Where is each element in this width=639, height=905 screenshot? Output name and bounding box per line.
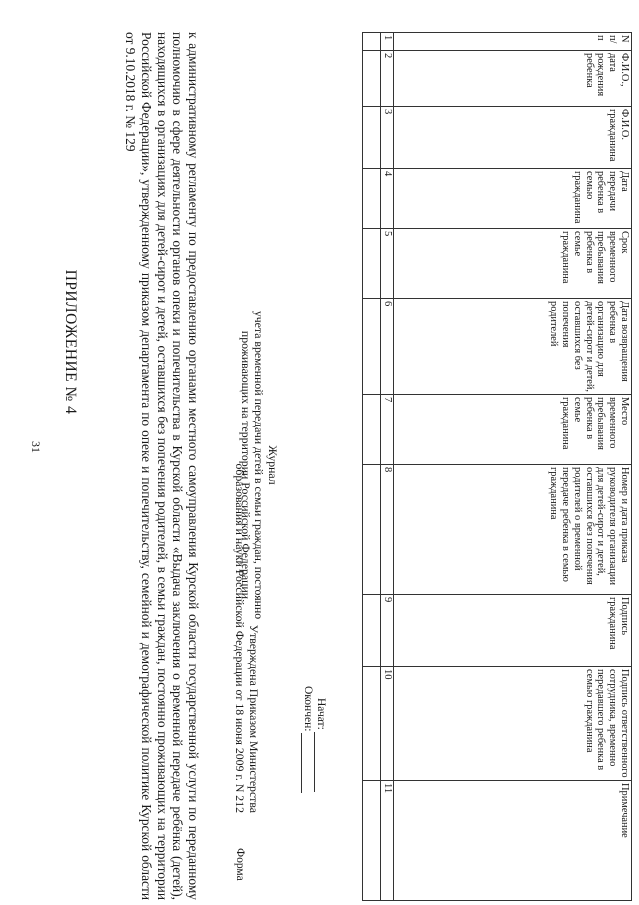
blank-cell — [363, 595, 381, 667]
table-blank-row — [363, 33, 381, 901]
blank-cell — [363, 229, 381, 299]
journal-table — [362, 32, 632, 901]
header-cell: Место временного пребывания ребенка в семье гражданина — [393, 395, 631, 465]
header-cell: Примечание — [393, 781, 631, 901]
blank-cell — [363, 107, 381, 169]
journal-subtitle-line-1: учета временной передачи детей в семьи граждан, постоянно — [252, 310, 267, 620]
number-cell: 9 — [381, 595, 394, 667]
journal-subtitle-line-2: проживающих на территории Российской Федерации — [239, 330, 253, 600]
start-row — [314, 686, 327, 826]
number-cell: 11 — [381, 781, 394, 901]
blank-cell — [363, 667, 381, 781]
approval-line-2: образования и науки Российской Федерации от 18 июня 2009 г. N 212 — [233, 463, 247, 813]
number-cell: 7 — [381, 395, 394, 465]
end-row — [301, 686, 314, 826]
table-header-row — [393, 33, 631, 901]
start-end-block — [301, 686, 327, 826]
start-line — [314, 732, 325, 792]
number-cell: 8 — [381, 465, 394, 595]
blank-cell — [363, 51, 381, 107]
number-cell: 6 — [381, 299, 394, 395]
journal-title: Журнал — [266, 445, 280, 485]
header-cell: Подпись ответственного сотрудника, временно передавшего ребенка в семью гражданина — [393, 667, 631, 781]
intro-text: к административному регламенту по предоставлению органами местного самоуправления Курской области государственной услуги по переданному полномочию в сфере деятельности органов опеки и попечительства в Курской области «Выдача заключения о временной передаче ребёнка (детей), находящихся в организациях для детей-сирот и детей, оставшихся без попечения родителей, в семьи граждан, постоянно проживающих на территории Российской Федерации», утвержденному приказом департамента по опеке и попечительству, семейной и демографической политике Курской области от 9.10.2018 г. № 129 — [123, 32, 201, 900]
start-label: Начат: — [315, 698, 327, 730]
header-cell: Срок временного пребывания ребенка в семье гражданина — [393, 229, 631, 299]
blank-cell — [363, 395, 381, 465]
number-cell: 3 — [381, 107, 394, 169]
blank-cell — [363, 465, 381, 595]
header-cell: Дата передачи ребенка в семью гражданина — [393, 169, 631, 229]
form-label: Форма — [234, 848, 246, 881]
blank-cell — [363, 33, 381, 51]
intro-paragraph — [122, 32, 201, 900]
header-cell: Дата возвращения ребенка в организацию для детей-сирот и детей, оставшихся без попечения родителей — [393, 299, 631, 395]
header-cell: N п/п — [393, 33, 631, 51]
number-cell: 10 — [381, 667, 394, 781]
header-cell: Номер и дата приказа руководителя организации для детей-сирот и детей, оставшихся без попечения родителей о временной передаче ребенка в семью гражданина — [393, 465, 631, 595]
number-cell: 5 — [381, 229, 394, 299]
header-cell: Ф.И.О. гражданина — [393, 107, 631, 169]
blank-cell — [363, 169, 381, 229]
number-cell: 2 — [381, 51, 394, 107]
number-cell: 1 — [381, 33, 394, 51]
journal-title-block — [239, 300, 280, 630]
header-cell: Ф.И.О., дата рождения ребенка — [393, 51, 631, 107]
end-label: Окончен: — [302, 686, 314, 732]
number-cell: 4 — [381, 169, 394, 229]
approval-line-1: Утверждена Приказом Министерства — [247, 624, 261, 813]
table-number-row — [381, 33, 394, 901]
blank-cell — [363, 299, 381, 395]
page-number: 31 — [29, 441, 43, 453]
appendix-title: ПРИЛОЖЕНИЕ № 4 — [62, 269, 79, 415]
end-line — [301, 733, 312, 793]
blank-cell — [363, 781, 381, 901]
header-cell: Подпись гражданина — [393, 595, 631, 667]
